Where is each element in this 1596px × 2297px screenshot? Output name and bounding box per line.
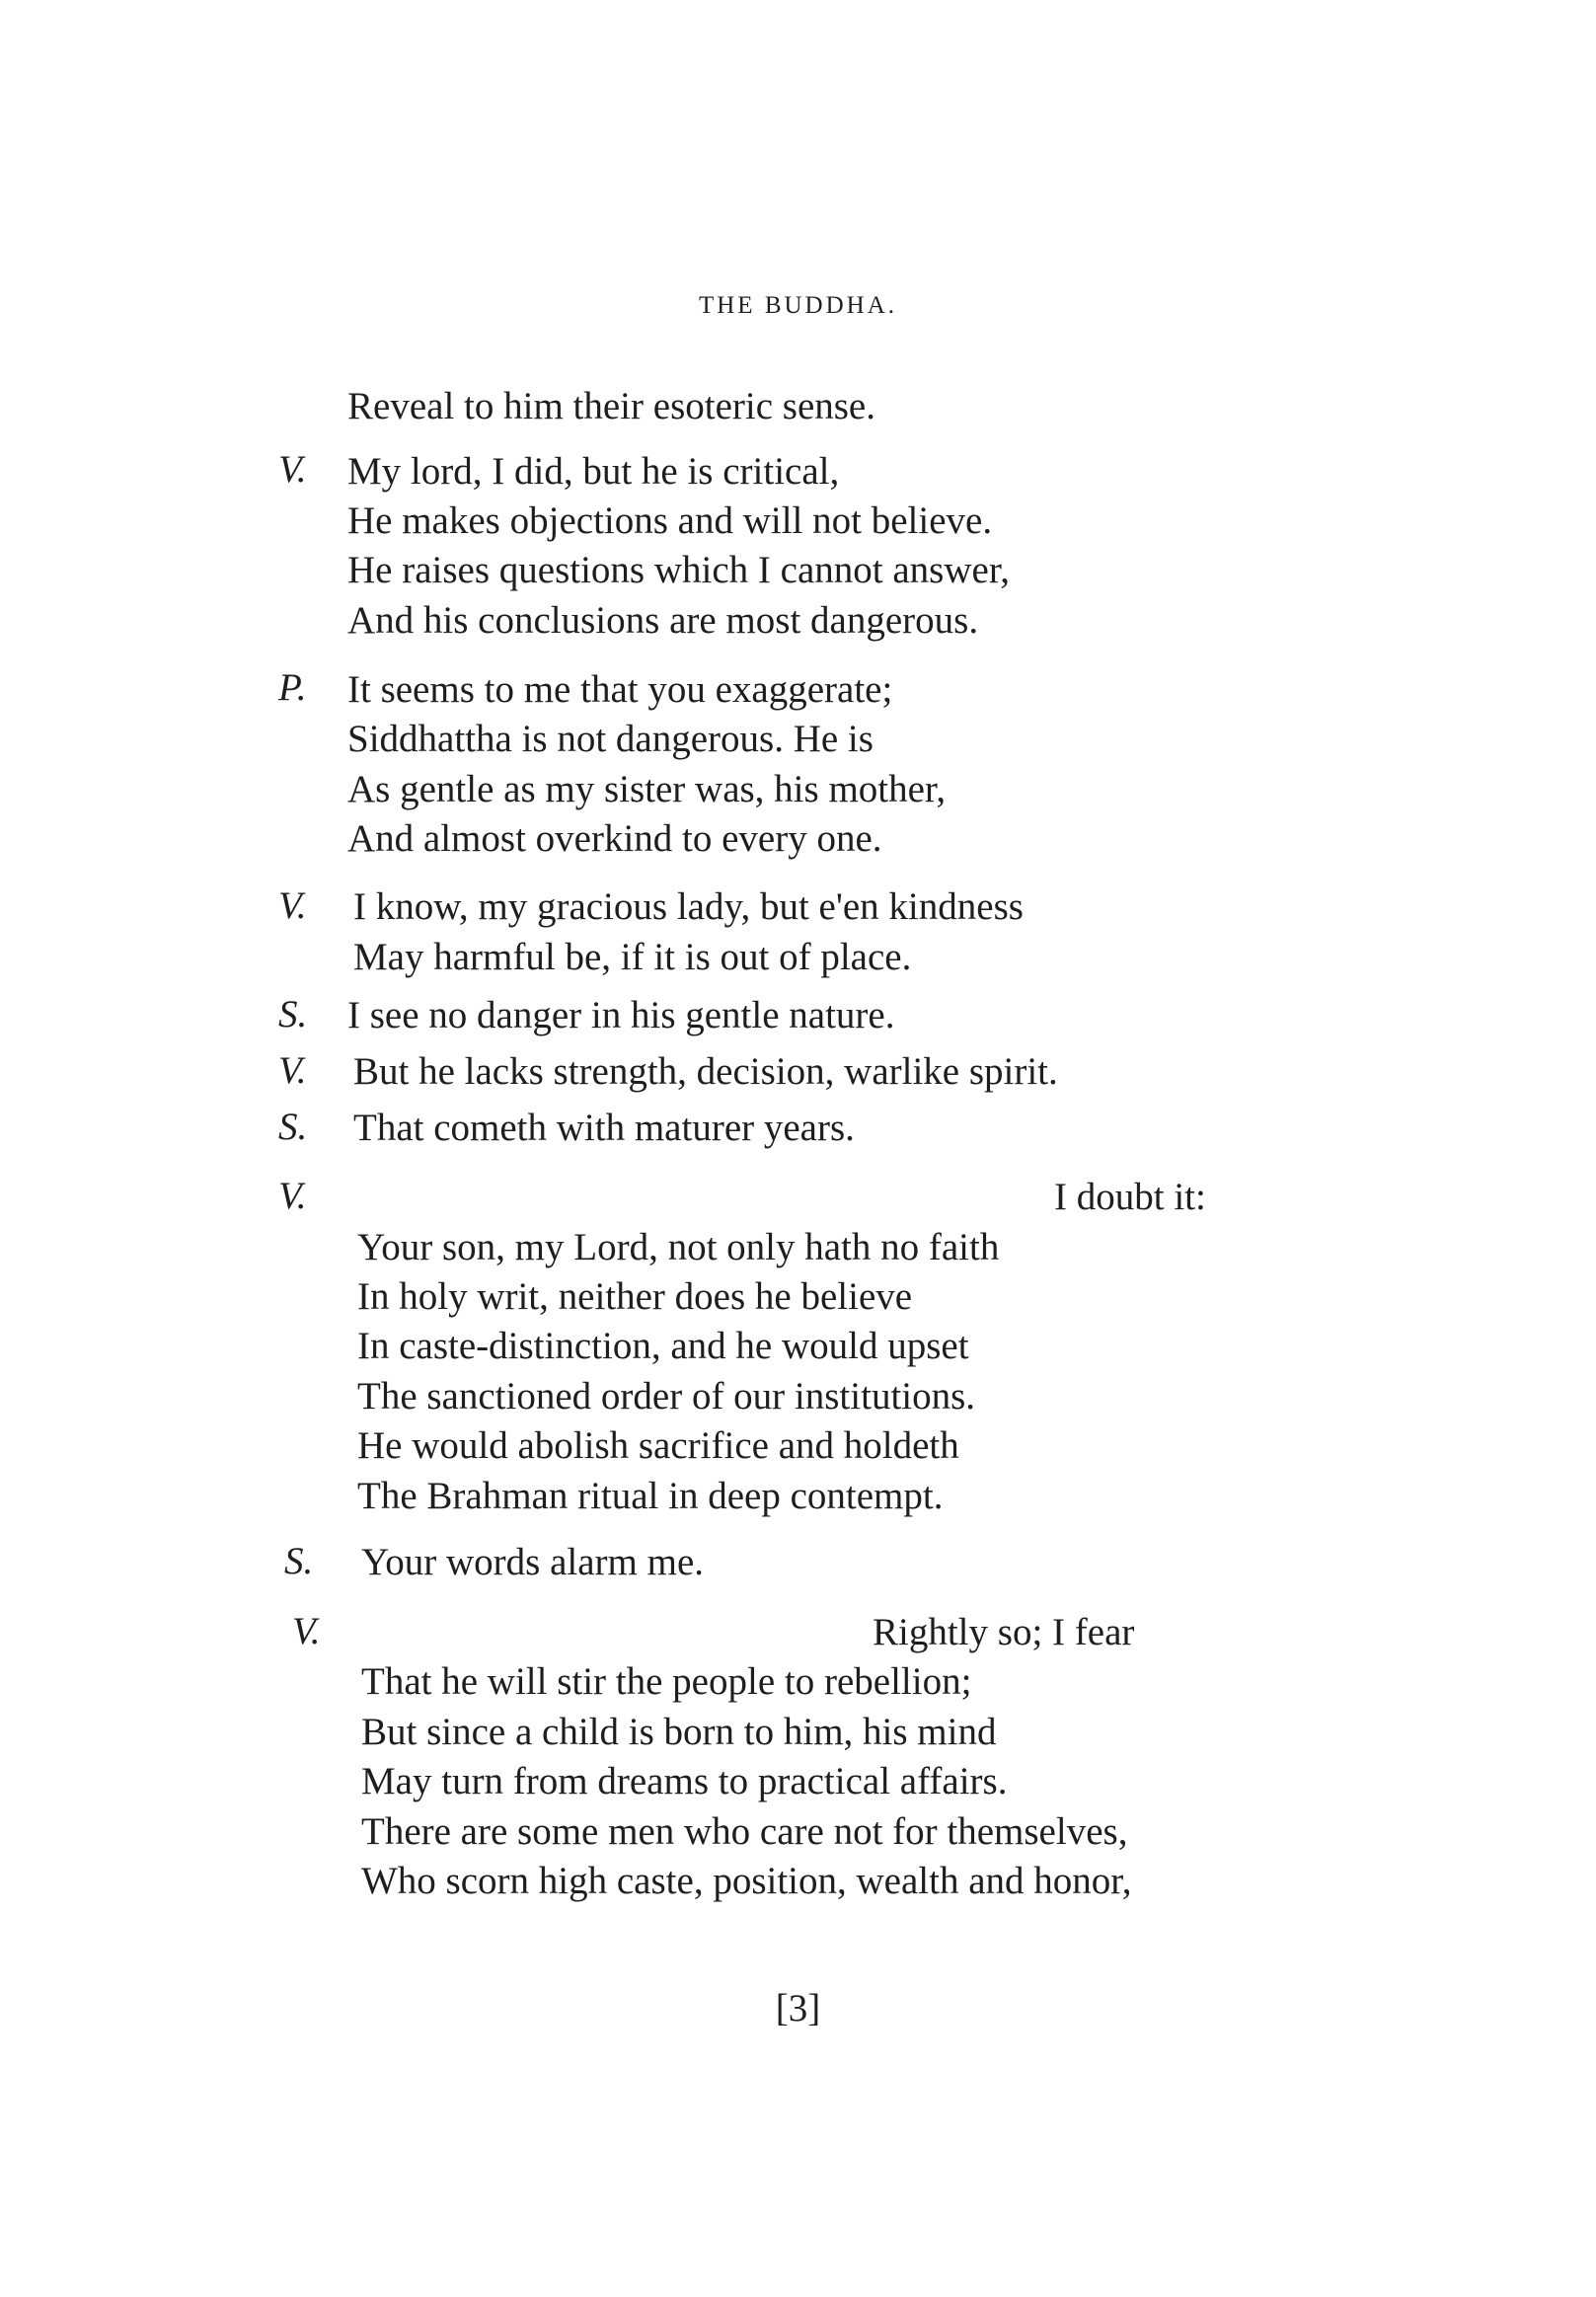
verse-line: As gentle as my sister was, his mother,: [347, 768, 947, 810]
verse-line: It seems to me that you exaggerate;: [347, 668, 893, 711]
verse-line: Reveal to him their esoteric sense.: [347, 385, 875, 427]
verse-line: The sanctioned order of our institutions.: [357, 1375, 976, 1417]
verse-line: But since a child is born to him, his mind: [361, 1711, 997, 1753]
verse-line: I know, my gracious lady, but e'en kindness: [353, 885, 1024, 928]
verse-line: The Brahman ritual in deep contempt.: [357, 1475, 944, 1517]
verse-line: He makes objections and will not believe.: [347, 499, 993, 542]
verse-line: That he will stir the people to rebellion;: [361, 1660, 972, 1703]
speaker-label: P.: [278, 666, 307, 709]
verse-line: He would abolish sacrifice and holdeth: [357, 1424, 959, 1467]
verse-line: May harmful be, if it is out of place.: [353, 936, 912, 978]
verse-line: My lord, I did, but he is critical,: [347, 450, 840, 493]
verse-line: Who scorn high caste, position, wealth and honor,: [361, 1860, 1132, 1902]
verse-line: Your son, my Lord, not only hath no faith: [357, 1226, 1000, 1268]
running-head: THE BUDDHA.: [698, 292, 898, 319]
verse-line: In holy writ, neither does he believe: [357, 1275, 913, 1318]
verse-line: And almost overkind to every one.: [347, 817, 882, 860]
speaker-label: S.: [278, 993, 308, 1035]
page-number: [3]: [775, 1987, 821, 2029]
verse-line: I doubt it:: [1054, 1176, 1206, 1218]
speaker-label: V.: [278, 884, 307, 927]
speaker-label: V.: [278, 448, 307, 491]
verse-line: And his conclusions are most dangerous.: [347, 599, 979, 642]
verse-line: I see no danger in his gentle nature.: [347, 994, 895, 1036]
speaker-label: V.: [278, 1049, 307, 1092]
speaker-label: S.: [284, 1540, 314, 1582]
speaker-label: S.: [278, 1106, 308, 1148]
verse-line: That cometh with maturer years.: [353, 1107, 855, 1149]
verse-line: Your words alarm me.: [361, 1541, 705, 1583]
verse-line: Siddhattha is not dangerous. He is: [347, 718, 874, 760]
verse-line: Rightly so; I fear: [873, 1611, 1135, 1653]
verse-line: In caste-distinction, and he would upset: [357, 1325, 969, 1367]
verse-line: But he lacks strength, decision, warlike spirit.: [353, 1050, 1058, 1093]
verse-line: There are some men who care not for themselves,: [361, 1810, 1128, 1853]
verse-line: He raises questions which I cannot answer,: [347, 549, 1010, 591]
speaker-label: V.: [292, 1610, 321, 1652]
speaker-label: V.: [278, 1175, 307, 1217]
verse-line: May turn from dreams to practical affairs.: [361, 1760, 1008, 1802]
